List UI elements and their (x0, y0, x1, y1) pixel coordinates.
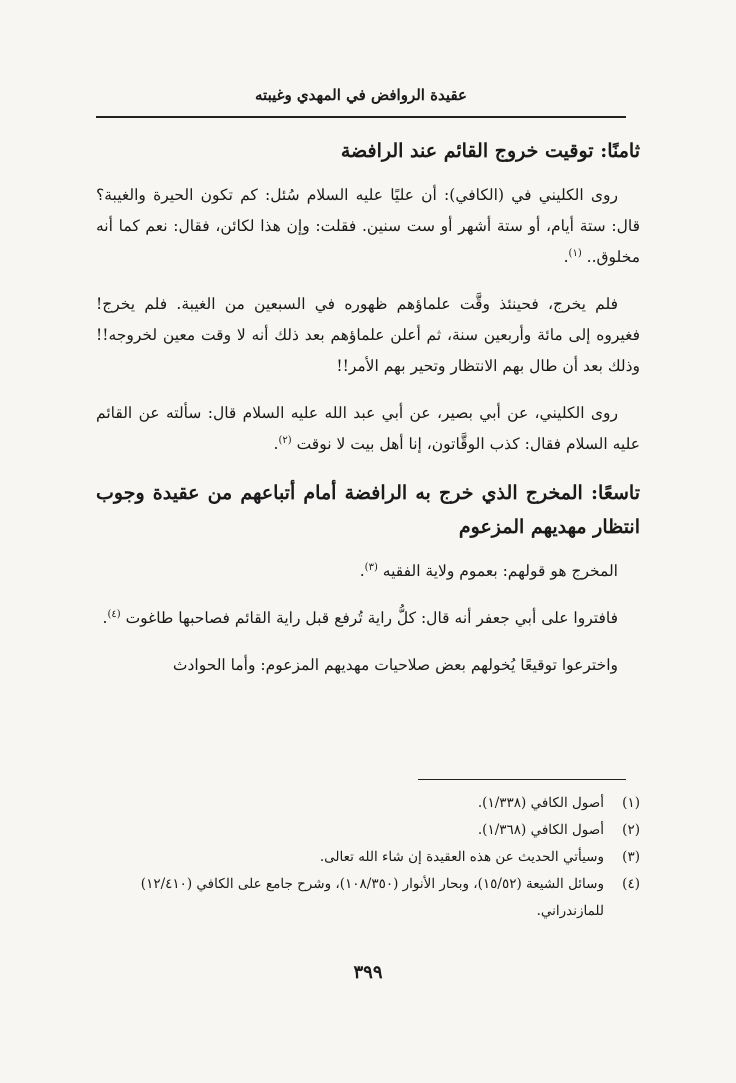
footnote-ref: (٣) (364, 561, 378, 573)
paragraph-text: فافتروا على أبي جعفر أنه قال: كلُّ راية تُرفع قبل راية القائم فصاحبها طاغوت (125, 609, 618, 627)
footnote-ref: (٢) (278, 434, 292, 446)
footnotes (96, 790, 640, 925)
footnote-ref: (٤) (107, 608, 121, 620)
paragraph-text: روى الكليني في (الكافي): أن عليًا عليه السلام سُئل: كم تكون الحيرة والغيبة؟ قال: ستة أيام، أو ستة أشهر أو ست سنين. فقلت: وإن هذا لكائن، فقال: نعم كما أنه مخلوق.. (96, 186, 640, 266)
footnote-text: وسائل الشيعة (١٥/٥٢)، وبحار الأنوار (١٠٨/٣٥٠)، وشرح جامع على الكافي (١٢/٤١٠) للمازندراني. (140, 876, 604, 919)
section-heading-9: تاسعًا: المخرج الذي خرج به الرافضة أمام أتباعهم من عقيدة وجوب انتظار مهديهم المزعوم (96, 482, 640, 538)
footnote-text: وسيأتي الحديث عن هذه العقيدة إن شاء الله تعالى. (319, 849, 604, 865)
paragraph: واخترعوا توقيعًا يُخولهم بعض صلاحيات مهديهم المزعوم: وأما الحوادث (172, 656, 618, 674)
paragraph-text: المخرج هو قولهم: بعموم ولاية الفقيه (382, 562, 618, 580)
header-rule (96, 116, 626, 118)
paragraph-text: روى الكليني، عن أبي بصير، عن أبي عبد الله عليه السلام قال: سألته عن القائم عليه السلام فقال: كذب الوقَّاتون، إنا أهل بيت لا نوقت (96, 404, 640, 453)
footnote-number: (٢) (622, 822, 640, 838)
footnote-number: (١) (622, 795, 640, 811)
footnote-number: (٤) (622, 876, 640, 892)
main-text (96, 134, 640, 697)
footnote-text: أصول الكافي (١/٣٣٨). (477, 795, 604, 811)
paragraph: المخرج هو قولهم: بعموم ولاية الفقيه $^{(٣)}$. (359, 561, 618, 580)
footnote (96, 871, 640, 925)
footnote-text: أصول الكافي (١/٣٦٨). (477, 822, 604, 838)
running-head: عقيدة الروافض في المهدي وغيبته (255, 86, 467, 104)
section-heading-8: ثامنًا: توقيت خروج القائم عند الرافضة (340, 140, 640, 162)
footnote-rule (418, 779, 626, 780)
footnote (96, 790, 640, 817)
paragraph: روى الكليني في (الكافي): أن عليًا عليه السلام سُئل: كم تكون الحيرة والغيبة؟ قال: ستة أيام، أو ستة أشهر أو ست سنين. فقلت: وإن هذا لكائن، فقال: نعم كما أنه مخلوق.. $^{(١)}$. (96, 186, 640, 266)
footnote (96, 844, 640, 871)
paragraph: فلم يخرج، فحينئذ وقَّت علماؤهم ظهوره في السبعين من الغيبة. فلم يخرج! فغيروه إلى مائة وأربعين سنة، ثم أعلن علماؤهم بعد ذلك أنه لا وقت معين لخروجه!! وذلك بعد أن طال بهم الانتظار وتحير بهم الأمر!! (96, 295, 640, 375)
paragraph: فافتروا على أبي جعفر أنه قال: كلُّ راية تُرفع قبل راية القائم فصاحبها طاغوت $^{(٤)}$. (102, 608, 618, 627)
page-number: ٣٩٩ (353, 962, 383, 983)
footnote (96, 817, 640, 844)
footnote-number: (٣) (622, 849, 640, 865)
paragraph: روى الكليني، عن أبي بصير، عن أبي عبد الله عليه السلام قال: سألته عن القائم عليه السلام فقال: كذب الوقَّاتون، إنا أهل بيت لا نوقت $^{(٢)}$. (96, 404, 640, 453)
footnote-ref: (١) (568, 247, 582, 259)
